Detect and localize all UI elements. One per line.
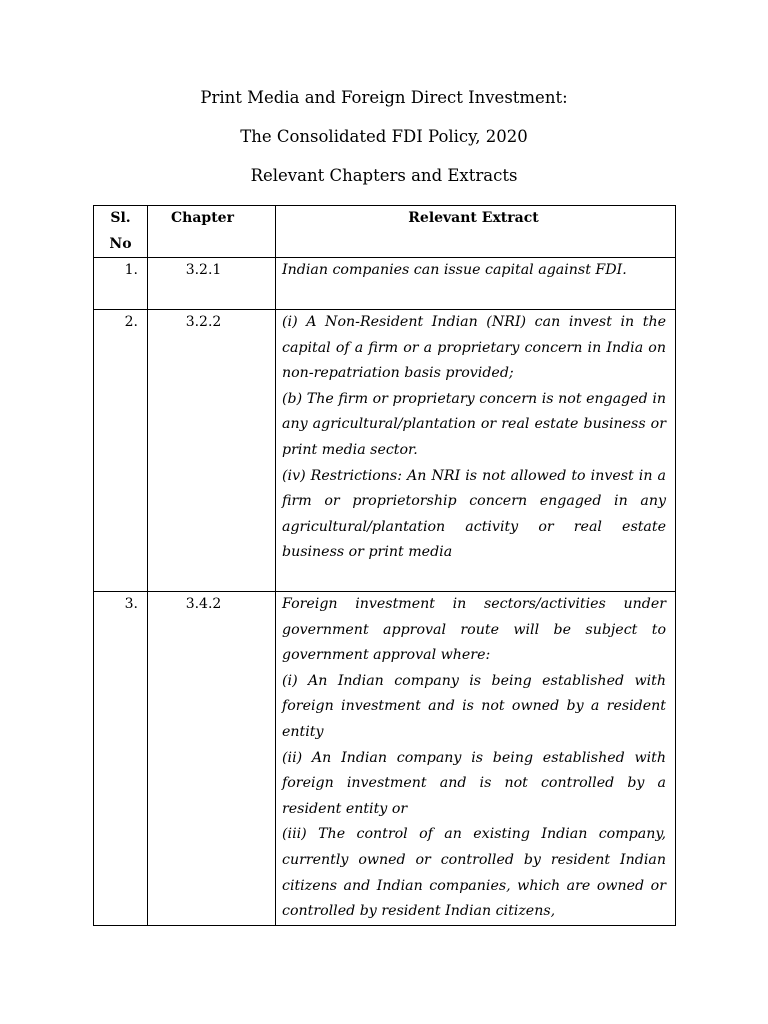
extract-paragraph: Foreign investment in sectors/activities under government approval route will be subject to government approval where:: [282, 596, 666, 664]
extract-paragraph: (i) An Indian company is being established with foreign investment and is not owned by a resident entity: [282, 672, 666, 740]
extract-paragraph: (iii) The control of an existing Indian company, currently owned or controlled by resident Indian citizens and Indian companies, which are owned or controlled by resident Indian citizens,: [282, 826, 666, 920]
row-sl-no: 3.: [94, 592, 148, 926]
row-chapter: 3.4.2: [148, 592, 276, 926]
row-sl-no: 2.: [94, 310, 148, 592]
extract-paragraph: Indian companies can issue capital against FDI.: [282, 262, 627, 278]
table-row: [94, 310, 676, 592]
table-row: [94, 592, 676, 926]
row-sl-no: 1.: [94, 258, 148, 310]
extract-paragraph: (ii) An Indian company is being established with foreign investment and is not controlled by a resident entity or: [282, 749, 666, 817]
extract-paragraph: (iv) Restrictions: An NRI is not allowed to invest in a firm or proprietorship concern engaged in any agricultural/plantation activity or real estate business or print media: [282, 467, 666, 561]
row-chapter: 3.2.1: [148, 258, 276, 310]
header-sl-no: Sl. No: [94, 206, 148, 258]
table-row: [94, 258, 676, 310]
header-chapter: Chapter: [148, 206, 276, 258]
extract-paragraph: (b) The firm or proprietary concern is not engaged in any agricultural/plantation or real estate business or print media sector.: [282, 390, 666, 458]
document-title: Print Media and Foreign Direct Investment:: [200, 88, 568, 107]
extracts-table: [93, 205, 676, 926]
extract-paragraph: (i) A Non-Resident Indian (NRI) can invest in the capital of a firm or a proprietary concern in India on non-repatriation basis provided;: [282, 314, 666, 382]
header-relevant-extract: Relevant Extract: [276, 206, 676, 258]
row-extract: [276, 310, 676, 592]
document-subtitle: The Consolidated FDI Policy, 2020: [240, 127, 528, 146]
row-extract: [276, 258, 676, 310]
row-extract: [276, 592, 676, 926]
document-heading: Relevant Chapters and Extracts: [250, 166, 518, 185]
table-header-row: [94, 206, 676, 258]
row-chapter: 3.2.2: [148, 310, 276, 592]
